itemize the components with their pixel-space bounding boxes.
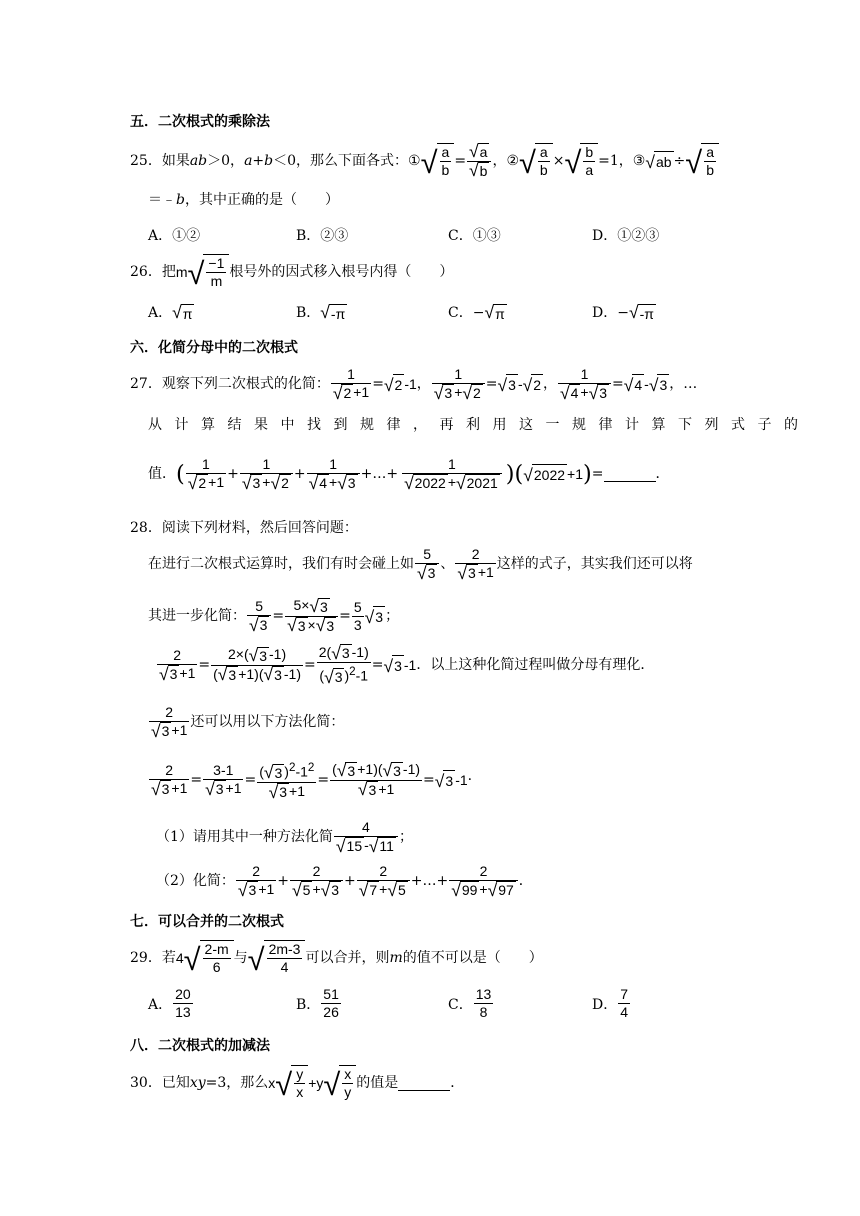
fraction: 5× √ 3 √ 3 × √ 3 <box>285 597 338 635</box>
option-a[interactable]: A．①② <box>148 228 201 244</box>
question-text: 如果 <box>161 153 190 169</box>
question-28-p4: 2 √ 3 +1 还可以用以下方法化简： <box>151 703 345 741</box>
fraction: 4 √ 15 - √ 11 <box>334 819 398 855</box>
question-text: ＞0， <box>207 153 245 169</box>
math-var: +b <box>252 153 274 169</box>
fraction: 1 √ 2 +1 <box>332 365 370 403</box>
sqrt-expression: √ $\frac{a}{b}$ <box>685 143 719 179</box>
sqrt-expression: √ $\frac{y}{x}$ <box>275 1065 308 1101</box>
fraction: 2 √ 7 + √ 5 <box>357 863 410 899</box>
math-var: m <box>175 264 188 280</box>
question-27-expression: 值． ( 1 √ 2 +1 + 1 √ 3 + √ 2 + 1 √ 4 + √ 3 +…+ 1 √ 2022 + √ 2021 ) ( √ 2022 +1 ) = ． <box>148 455 670 493</box>
sqrt-expression: √ $\frac{x}{y}$ <box>323 1065 356 1101</box>
section-heading: 五．二次根式的乘除法 <box>130 114 270 130</box>
sqrt-expression: √ $\frac{a}{b}$ <box>421 143 455 179</box>
option-c[interactable]: C．− √ π <box>448 302 505 323</box>
fraction: ( √ 3 )$^2-1^2$ √ 3 +1 <box>259 760 315 802</box>
fraction: 2( √ 3 -1) ( √ 3 )$^2$-1 <box>318 642 369 687</box>
question-25-continued: ＝﹣b，其中正确的是（ ） <box>148 192 339 208</box>
fraction: 1 √ 4 + √ 3 <box>307 456 360 492</box>
question-30: 30． 已知 xy =3，那么 x √ $\frac{y}{x}$ + y √ $\frac{x}{y}$ 的值是 ． <box>130 1066 465 1103</box>
question-27: 27． 观察下列二次根式的化简： 1 √ 2 +1 = √ 2 -1 ， 1 √ 3 + √ 2 = √ 3 - √ 2 ， 1 √ 4 + √ 3 = √ 4 - √ 3 ， … <box>130 365 698 403</box>
question-25 <box>130 140 719 182</box>
fraction: 1 √ 4 + √ 3 <box>558 366 611 402</box>
sqrt-expression: √ $\frac{b}{a}$ <box>564 143 598 179</box>
sqrt-expression: √ $\frac{-1}{m}$ <box>188 254 230 290</box>
option-a[interactable]: A． $\frac{20}{13}$ <box>148 986 191 1020</box>
option-c[interactable]: C．①③ <box>448 228 501 244</box>
question-28: 28．阅读下列材料，然后回答问题： <box>130 520 358 536</box>
sqrt-expression: √ $\frac{2m-3}{4}$ <box>248 940 306 976</box>
circled-number: ② <box>506 153 520 169</box>
option-d[interactable]: D． $\frac{7}{4}$ <box>592 986 629 1020</box>
operator: =1， <box>598 153 633 169</box>
math-var: ab <box>189 153 208 169</box>
option-c[interactable]: C． $\frac{13}{8}$ <box>448 986 492 1020</box>
punctuation: ， <box>492 153 507 169</box>
fraction: 2 √ 3 +1 <box>151 703 188 741</box>
question-28-p3: 2 √ 3 +1 = 2×( √ 3 -1) ( √ 3 +1)( √ 3 -1) = 2( √ 3 -1) ( √ 3 )$^2$-1 = √ 3 -1 ．以上这种化简过程叫做分母有理化． <box>159 642 655 687</box>
operator: ÷ <box>673 153 686 169</box>
option-b[interactable]: B． $\frac{51}{26}$ <box>296 986 339 1020</box>
option-b[interactable]: B．②③ <box>296 228 349 244</box>
option-d[interactable]: D．①②③ <box>592 228 660 244</box>
fraction: √ a √ b <box>467 142 491 180</box>
fraction: ( √ 3 +1)( √ 3 -1) √ 3 +1 <box>332 760 421 800</box>
question-27-continued: 从计算结果中找到规律，再利用这一规律计算下列式子的 <box>148 417 811 433</box>
question-26: 26． 把 m √ $\frac{-1}{m}$ 根号外的因式移入根号内得（ ） <box>130 255 454 292</box>
math-var: a <box>244 153 253 169</box>
question-number: 30． <box>130 1075 162 1091</box>
question-number: 26． <box>130 264 162 280</box>
fraction: 5 √ 3 <box>415 546 439 582</box>
question-28-p5: 2 √ 3 +1 = 3-1 √ 3 +1 = ( √ 3 )$^2-1^2$ √ 3 +1 = ( √ 3 +1)( √ 3 -1) √ 3 +1 = √ 3 -1 · <box>151 760 473 802</box>
section-heading: 八．二次根式的加减法 <box>130 1038 270 1054</box>
fraction: 2×( √ 3 -1) ( √ 3 +1)( √ 3 -1) <box>213 645 302 685</box>
fraction: 1 √ 2 +1 <box>187 455 225 493</box>
fraction: 1 √ 3 + √ 2 <box>432 366 485 402</box>
question-29: 29． 若 4 √ $\frac{2-m}{6}$ 与 √ $\frac{2m-3}{4}$ 可以合并，则 m 的值不可以是（ ） <box>130 941 543 978</box>
fraction: 2 √ 99 + √ 97 <box>449 863 518 899</box>
option-d[interactable]: D．− √ -π <box>592 302 654 323</box>
question-28-part1: （1）请用其中一种方法化简 4 √ 15 - √ 11 ； <box>156 818 413 856</box>
sqrt-expression: √ ab <box>645 152 672 172</box>
fraction: 3-1 √ 3 +1 <box>205 761 242 799</box>
operator: × <box>552 153 565 169</box>
answer-blank[interactable] <box>604 467 656 482</box>
fraction: 2 √ 3 +1 <box>237 862 275 900</box>
fraction: 1 √ 2022 + √ 2021 <box>402 456 502 492</box>
sqrt-expression: √ $\frac{a}{b}$ <box>519 143 553 179</box>
circled-number: ③ <box>632 153 646 169</box>
question-28-part2: （2）化简： 2 √ 3 +1 + 2 √ 5 + √ 3 + 2 √ 7 + √ 5 +…+ 2 √ 99 + √ 97 ． <box>156 862 533 900</box>
operator: = <box>454 153 467 169</box>
fraction: 2 √ 3 +1 <box>151 761 188 799</box>
fraction: 5 √ 3 <box>247 598 271 634</box>
question-28-p1: 在进行二次根式运算时，我们有时会碰上如 5 √ 3 、 2 √ 3 +1 这样的式子，其实我们还可以将 <box>148 545 693 583</box>
answer-blank[interactable] <box>398 1076 450 1091</box>
fraction: 2 √ 3 +1 <box>159 646 196 684</box>
question-28-p2: 其进一步化简： 5 √ 3 = 5× √ 3 √ 3 × √ 3 = $\frac{5}{3}$ √ 3 ； <box>148 596 400 636</box>
sqrt-expression: √ $\frac{2-m}{6}$ <box>184 940 234 976</box>
fraction: $\frac{5}{3}$ <box>353 598 362 633</box>
option-a[interactable]: A． √ π <box>148 302 193 323</box>
section-heading: 六．化简分母中的二次根式 <box>130 340 298 356</box>
question-number: 27． <box>130 376 162 392</box>
fraction: 1 √ 3 + √ 2 <box>240 456 293 492</box>
option-b[interactable]: B． √ -π <box>296 302 346 323</box>
circled-number: ① <box>408 153 421 169</box>
fraction: 2 √ 5 + √ 3 <box>290 863 343 899</box>
fraction: 2 √ 3 +1 <box>457 545 494 583</box>
section-heading: 七．可以合并的二次根式 <box>130 914 284 930</box>
question-number: 28． <box>130 520 162 536</box>
question-number: 25． <box>130 153 162 169</box>
question-text: ＜0，那么下面各式： <box>273 153 409 169</box>
question-number: 29． <box>130 950 162 966</box>
